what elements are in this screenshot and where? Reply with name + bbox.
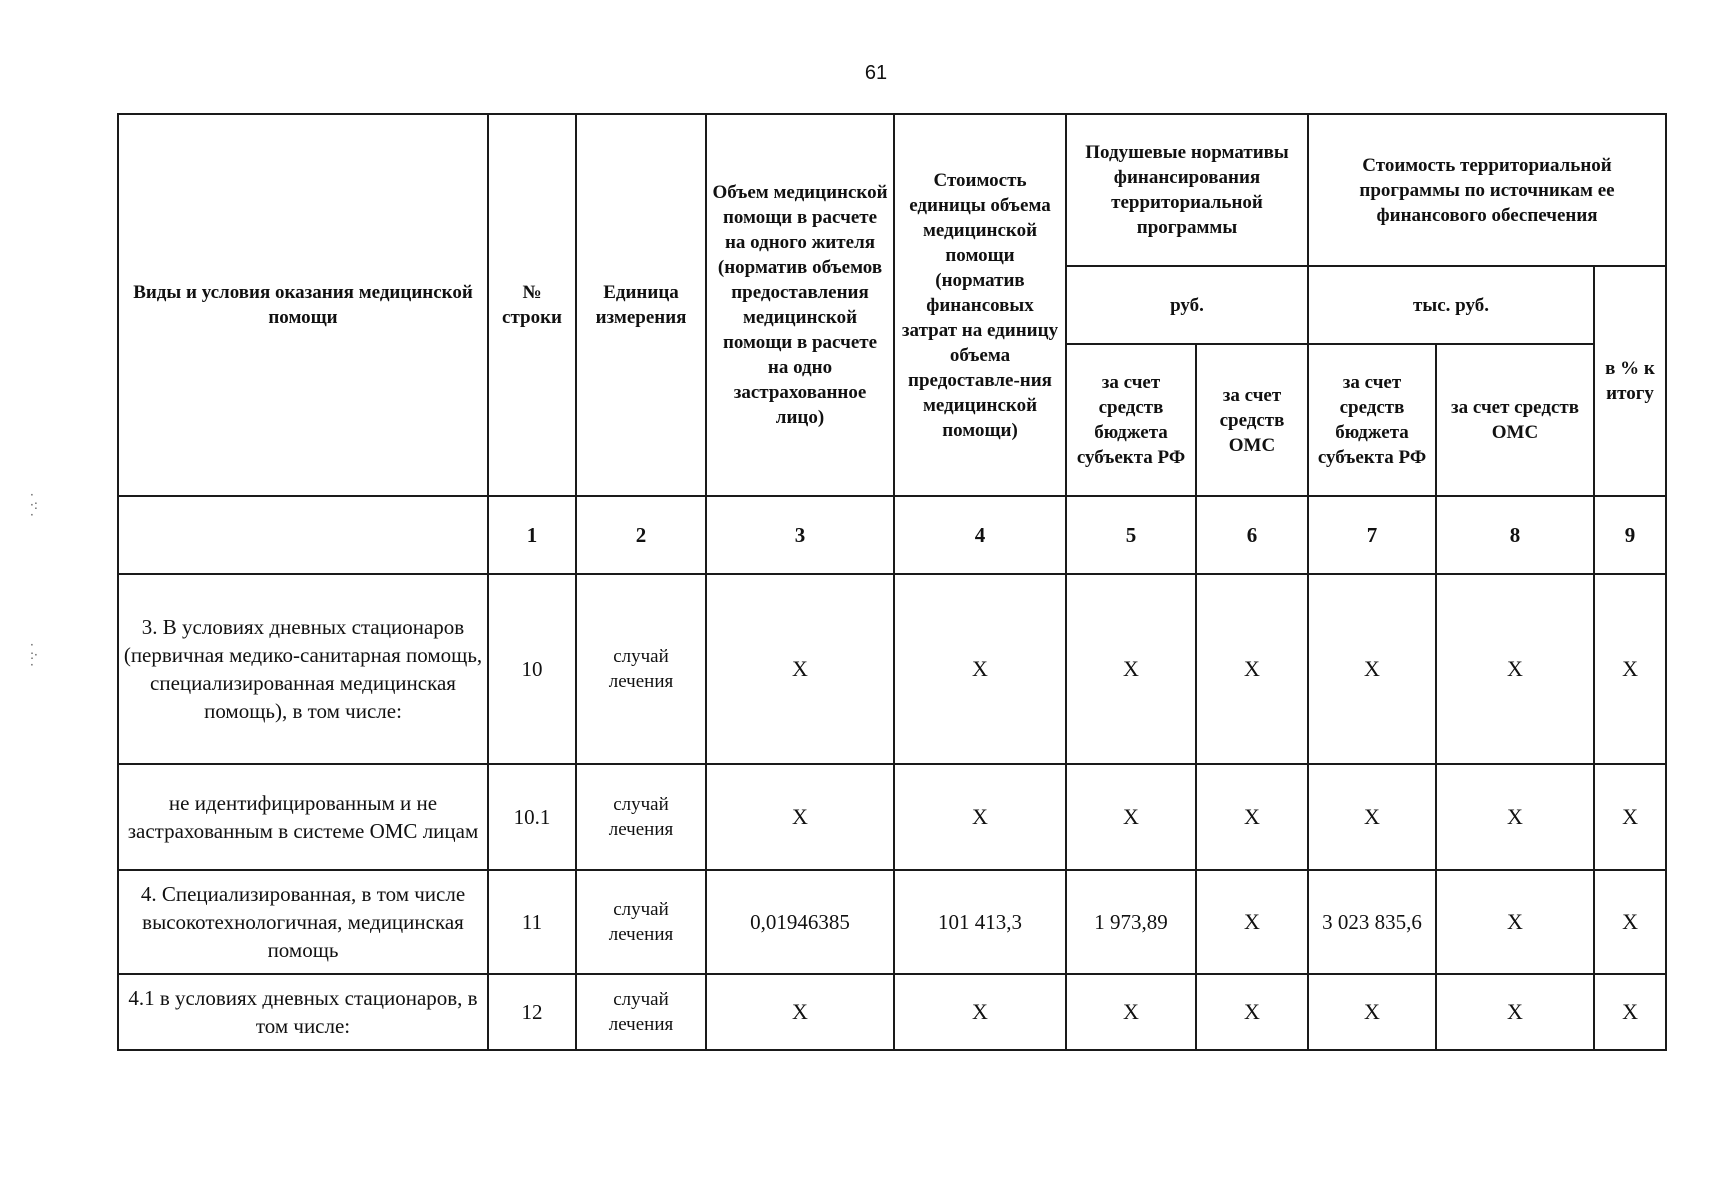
cell-percent: X — [1594, 870, 1666, 974]
column-number: 1 — [488, 496, 576, 574]
column-numbers-row — [118, 496, 1666, 574]
row-unit: случай лечения — [576, 764, 706, 870]
table-row — [118, 764, 1666, 870]
header-thous-rub: тыс. руб. — [1308, 266, 1594, 344]
row-name: 3. В условиях дневных стационаров (первичная медико-санитарная помощь, специализированная медицинская помощь), в том числе: — [118, 574, 488, 764]
cell-budget-thous: X — [1308, 764, 1436, 870]
row-name: не идентифицированным и не застрахованным в системе ОМС лицам — [118, 764, 488, 870]
scan-artifact: · :· · — [30, 638, 38, 672]
header-row-no: № строки — [488, 114, 576, 496]
cell-volume: 0,01946385 — [706, 870, 894, 974]
header-rub: руб. — [1066, 266, 1308, 344]
cell-budget-thous: X — [1308, 974, 1436, 1050]
column-number: 5 — [1066, 496, 1196, 574]
cell-volume: X — [706, 574, 894, 764]
cell-percent: X — [1594, 574, 1666, 764]
header-budget-rf-5: за счет средств бюджета субъекта РФ — [1066, 344, 1196, 496]
column-number: 6 — [1196, 496, 1308, 574]
header-cost: Стоимость единицы объема медицинской помощи (норматив финансовых затрат на единицу объема предоставле-ния медицинской помощи) — [894, 114, 1066, 496]
cell-budget-rub: X — [1066, 764, 1196, 870]
header-percent-total: в % к итогу — [1594, 266, 1666, 496]
cell-budget-thous: 3 023 835,6 — [1308, 870, 1436, 974]
cell-oms-thous: X — [1436, 574, 1594, 764]
row-no: 10.1 — [488, 764, 576, 870]
row-unit: случай лечения — [576, 974, 706, 1050]
column-number: 8 — [1436, 496, 1594, 574]
cell-cost: 101 413,3 — [894, 870, 1066, 974]
row-no: 11 — [488, 870, 576, 974]
header-program-cost: Стоимость территориальной программы по источникам ее финансового обеспечения — [1308, 114, 1666, 266]
cell-cost: X — [894, 974, 1066, 1050]
cell-oms-rub: X — [1196, 870, 1308, 974]
table-row — [118, 870, 1666, 974]
cell-volume: X — [706, 974, 894, 1050]
cell-oms-thous: X — [1436, 764, 1594, 870]
header-budget-rf-7: за счет средств бюджета субъекта РФ — [1308, 344, 1436, 496]
row-name: 4. Специализированная, в том числе высокотехнологичная, медицинская помощь — [118, 870, 488, 974]
cell-cost: X — [894, 764, 1066, 870]
page-number: 61 — [864, 62, 888, 84]
financing-table — [117, 113, 1667, 1051]
row-unit: случай лечения — [576, 870, 706, 974]
column-number: 4 — [894, 496, 1066, 574]
cell-budget-rub: X — [1066, 574, 1196, 764]
column-number: 9 — [1594, 496, 1666, 574]
header-volume: Объем медицинской помощи в расчете на одного жителя (норматив объемов предоставления медицинской помощи в расчете на одно застрахованное лицо) — [706, 114, 894, 496]
header-types: Виды и условия оказания медицинской помощи — [118, 114, 488, 496]
cell-oms-thous: X — [1436, 870, 1594, 974]
cell-volume: X — [706, 764, 894, 870]
cell-percent: X — [1594, 764, 1666, 870]
row-no: 10 — [488, 574, 576, 764]
column-number: 3 — [706, 496, 894, 574]
column-number-empty — [118, 496, 488, 574]
table-row — [118, 574, 1666, 764]
cell-oms-rub: X — [1196, 574, 1308, 764]
row-unit: случай лечения — [576, 574, 706, 764]
column-number: 2 — [576, 496, 706, 574]
cell-oms-rub: X — [1196, 974, 1308, 1050]
header-oms-6: за счет средств ОМС — [1196, 344, 1308, 496]
row-name: 4.1 в условиях дневных стационаров, в том числе: — [118, 974, 488, 1050]
scan-artifact: · ·: · — [30, 488, 38, 522]
column-number: 7 — [1308, 496, 1436, 574]
cell-budget-rub: 1 973,89 — [1066, 870, 1196, 974]
table-row — [118, 974, 1666, 1050]
header-unit: Единица измерения — [576, 114, 706, 496]
row-no: 12 — [488, 974, 576, 1050]
cell-budget-thous: X — [1308, 574, 1436, 764]
header-per-capita: Подушевые нормативы финансирования территориальной программы — [1066, 114, 1308, 266]
cell-oms-rub: X — [1196, 764, 1308, 870]
cell-oms-thous: X — [1436, 974, 1594, 1050]
cell-budget-rub: X — [1066, 974, 1196, 1050]
header-oms-8: за счет средств ОМС — [1436, 344, 1594, 496]
cell-percent: X — [1594, 974, 1666, 1050]
cell-cost: X — [894, 574, 1066, 764]
